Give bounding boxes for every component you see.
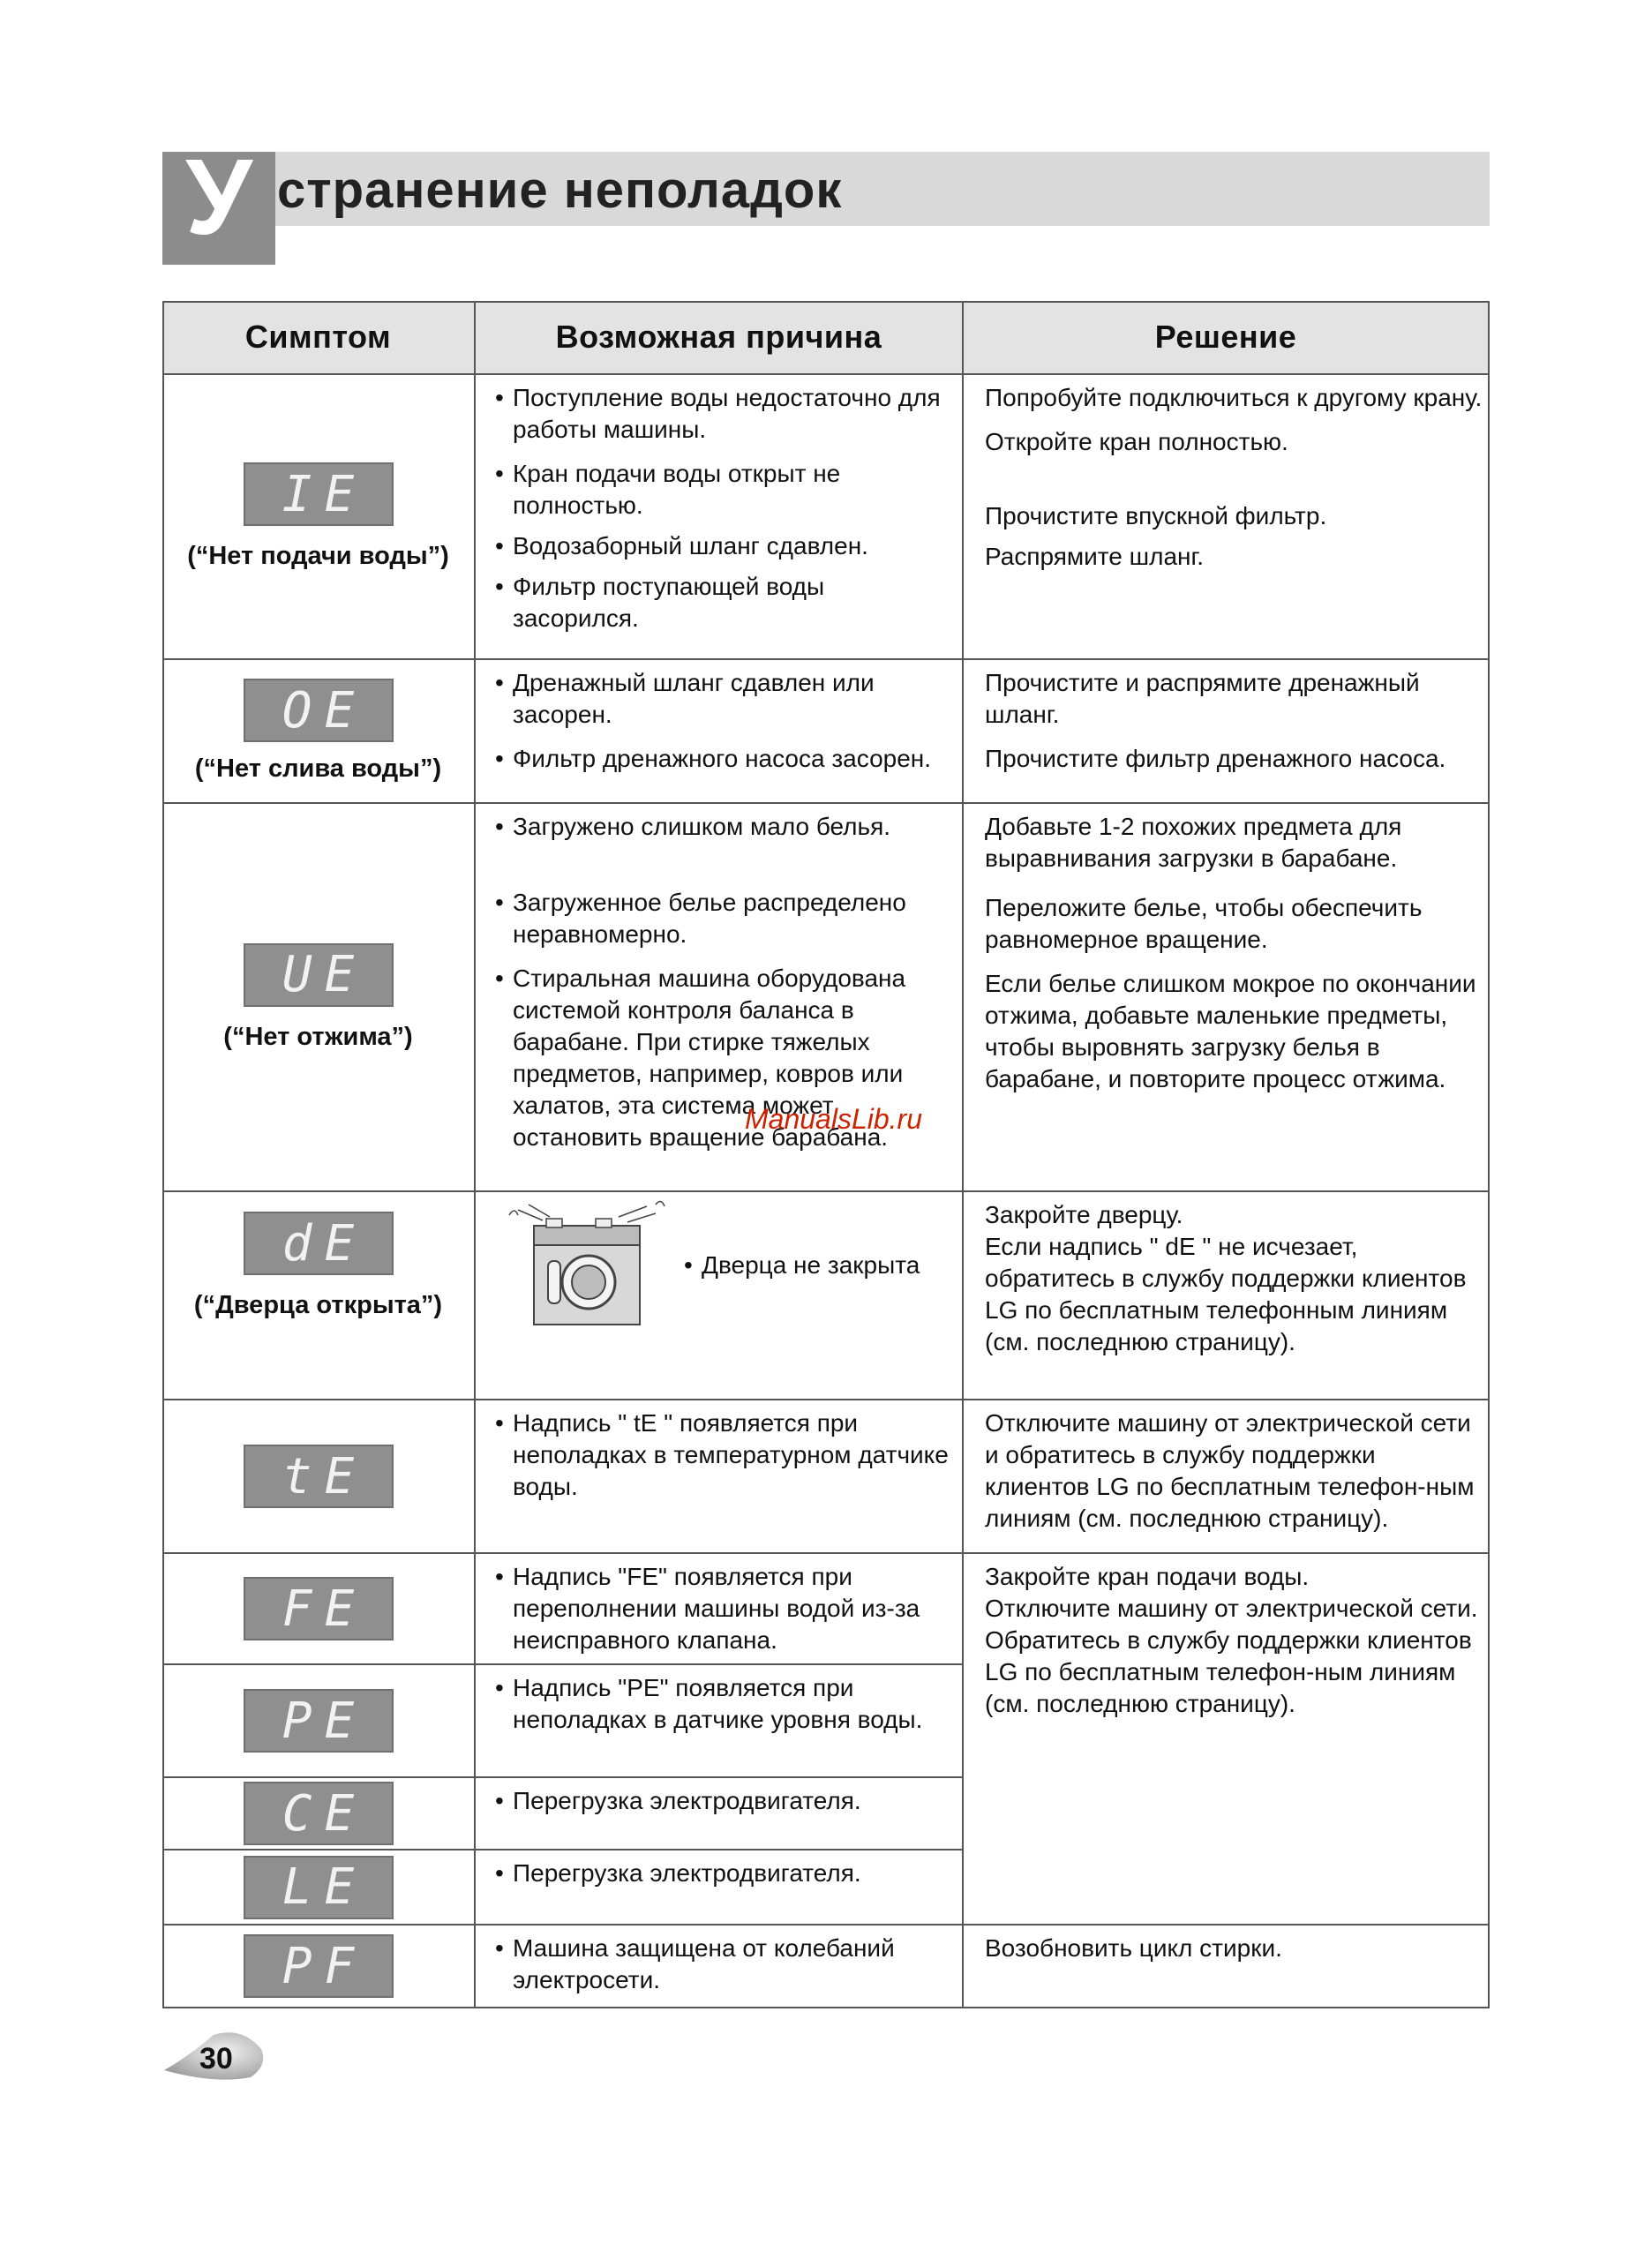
washing-machine-door-illustration (507, 1199, 675, 1332)
header-cause: Возможная причина (476, 301, 964, 375)
page-title: странение неполадок (277, 161, 843, 219)
error-code-display: tE (244, 1445, 394, 1508)
error-code-display: UE (244, 943, 394, 1007)
solution-item: Переложите белье, чтобы обеспечить равномерное вращение. (985, 894, 1423, 953)
cause-item: • Надпись "FE" появляется при переполнении машины водой из-за неисправного клапана. (495, 1561, 957, 1656)
table-row-symptom (162, 1554, 476, 1665)
table-row-solution (964, 660, 1490, 804)
error-code-display: FE (244, 1577, 394, 1640)
table-row-symptom (162, 660, 476, 804)
cause-item: • Фильтр поступающей воды засорился. (495, 571, 957, 634)
error-code-display: PE (244, 1689, 394, 1753)
header-symptom: Симптом (162, 301, 476, 375)
watermark: ManualsLib.ru (745, 1103, 922, 1135)
table-row-cause (476, 375, 964, 660)
cause-item: • Водозаборный шланг сдавлен. (495, 530, 957, 562)
symptom-label: (“Нет слива воды”) (194, 754, 442, 783)
troubleshooting-table (162, 301, 1490, 2008)
table-row-symptom (162, 1192, 476, 1400)
solution-item: Прочистите фильтр дренажного насоса. (985, 745, 1446, 772)
table-row-cause (476, 1400, 964, 1554)
solution-item: Попробуйте подключиться к другому крану. (985, 384, 1483, 411)
table-row-symptom (162, 1400, 476, 1554)
cause-item: • Дренажный шланг сдавлен или засорен. (495, 667, 957, 731)
table-row-symptom (162, 375, 476, 660)
solution-item: Отключите машину от электрической сети и обратитесь в службу поддержки клиентов LG по бесплатным телефон-ным линиям (см. последнюю страницу). (985, 1409, 1475, 1532)
solution-item: Распрямите шланг. (985, 543, 1205, 570)
table-row-symptom (162, 1778, 476, 1850)
cause-item: • Фильтр дренажного насоса засорен. (495, 743, 957, 775)
table-row-symptom (162, 804, 476, 1192)
cause-item: • Загруженное белье распределено неравномерно. (495, 887, 957, 950)
solution-item: Если надпись " dE " не исчезает, обратитесь в службу поддержки клиентов LG по бесплатным телефонным линиям (см. последнюю страницу). (985, 1233, 1467, 1355)
table-row-symptom (162, 1850, 476, 1925)
table-row-cause (476, 1665, 964, 1778)
table-row-cause (476, 1192, 964, 1400)
cause-item: • Загружено слишком мало белья. (495, 811, 957, 843)
error-code-display: CE (244, 1782, 394, 1845)
cause-item: • Перегрузка электродвигателя. (495, 1858, 957, 1889)
cause-item: • Стиральная машина оборудована системой контроля баланса в барабане. При стирке тяжелых предметов, например, ковров или халатов, эта система может остановить вращение барабана. (495, 963, 957, 1153)
title-initial-box (162, 137, 275, 265)
table-row-solution (964, 375, 1490, 660)
header-solution: Решение (964, 301, 1490, 375)
cause-item: • Кран подачи воды открыт не полностью. (495, 458, 957, 522)
table-row-solution (964, 1400, 1490, 1554)
cause-item: • Поступление воды недостаточно для работы машины. (495, 382, 957, 446)
cause-item: • Перегрузка электродвигателя. (495, 1785, 957, 1817)
table-row-cause (476, 1925, 964, 2008)
error-code-display: OE (244, 679, 394, 742)
error-code-display: PF (244, 1934, 394, 1998)
page-number: 30 (199, 2042, 233, 2076)
table-row-solution (964, 1925, 1490, 2008)
solution-item: Прочистите впускной фильтр. (985, 502, 1327, 529)
symptom-label: (“Нет отжима”) (223, 1022, 413, 1051)
cause-item: • Надпись " tE " появляется при неполадках в температурном датчике воды. (495, 1408, 957, 1503)
table-row-solution (964, 804, 1490, 1192)
solution-item: Закройте дверцу. (985, 1201, 1183, 1228)
table-row-cause (476, 1850, 964, 1925)
table-row-solution (964, 1192, 1490, 1400)
symptom-label: (“Дверца открыта”) (193, 1291, 443, 1319)
solution-item: Если белье слишком мокрое по окончании отжима, добавьте маленькие предметы, чтобы выровнять загрузку белья в барабане, и повторите процесс отжима. (985, 970, 1476, 1092)
solution-item: Возобновить цикл стирки. (985, 1934, 1282, 1962)
table-row-symptom (162, 1665, 476, 1778)
table-row-solution (964, 1554, 1490, 1925)
solution-item: Отключите машину от электрической сети. Обратитесь в службу поддержки клиентов LG по бесплатным телефон-ным линиям (см. последнюю страницу). (985, 1595, 1478, 1717)
table-row-symptom (162, 1925, 476, 2008)
error-code-display: LE (244, 1856, 394, 1919)
table-row-cause (476, 1778, 964, 1850)
title-initial: У (185, 137, 252, 257)
cause-item: • Надпись "PE" появляется при неполадках в датчике уровня воды. (495, 1672, 957, 1736)
table-row-cause (476, 1554, 964, 1665)
cause-item: • Машина защищена от колебаний электросети. (495, 1933, 957, 1996)
cause-item: • Дверца не закрыта (684, 1250, 920, 1281)
solution-item: Откройте кран полностью. (985, 428, 1288, 455)
symptom-label: (“Нет подачи воды”) (187, 542, 449, 570)
solution-item: Добавьте 1-2 похожих предмета для выравнивания загрузки в барабане. (985, 813, 1402, 872)
solution-item: Закройте кран подачи воды. (985, 1563, 1310, 1590)
error-code-display: IE (244, 462, 394, 526)
table-row-cause (476, 660, 964, 804)
error-code-display: dE (244, 1212, 394, 1275)
solution-item: Прочистите и распрямите дренажный шланг. (985, 669, 1420, 728)
